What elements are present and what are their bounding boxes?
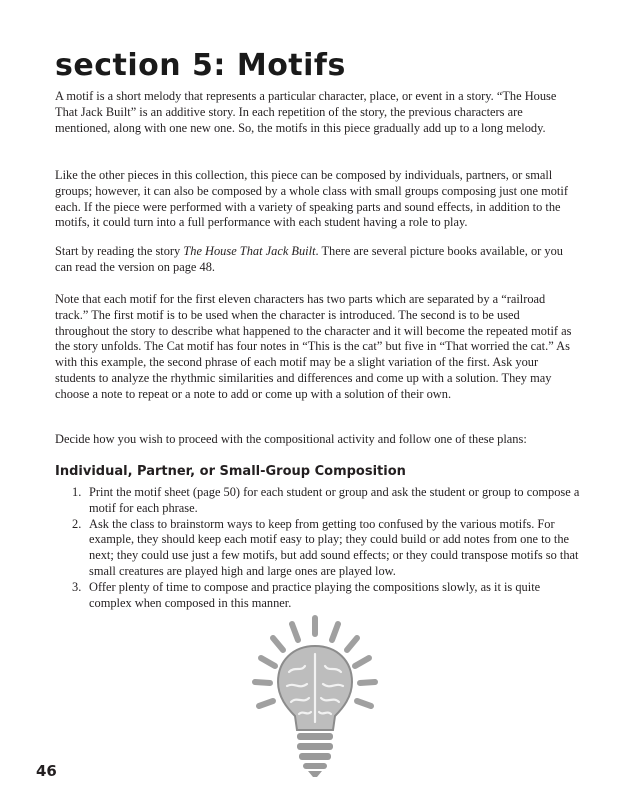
list-item [72,485,582,517]
page-number: 46 [36,762,57,780]
paragraph-motif-definition: A motif is a short melody that represents a particular character, place, or event in a story. “The House That Jack Built” is an additive story. In each repetition of the story, the previous characters are mentioned, along with one new one. So, the motifs in this piece gradually add up to a long melody. [55,89,557,135]
paragraph-composition-options: Like the other pieces in this collection, this piece can be composed by individuals, partners, or small groups; however, it can also be composed by a whole class with small groups composing just one motif each. If the piece were performed with a variety of speaking parts and sound effects, in addition to the motifs, it could turn into a full performance with each student having a role to play. [55,168,568,230]
lightbulb-brain-icon [245,612,385,782]
read-story-text-before: Start by reading the story [55,244,184,258]
paragraph-motif-parts: Note that each motif for the first eleven characters has two parts which are separated by a “railroad track.” The first motif is to be used when the character is introduced. The second is to be used throughout the story to describe what happened to the character and it will become the repeated motif as the story unfolds. The Cat motif has four notes in “This is the cat” but five in “That worried the cat.” As with this example, the second phrase of each motif may be a slight variation of the first. Ask your students to analyze the rhythmic similarities and differences and come up with a solution. They may choose a note to repeat or a note to add or come up with a solution of their own. [55,292,572,401]
book-title: The House That Jack Built [183,244,316,258]
paragraph-read-story [55,244,575,276]
step-text: Ask the class to brainstorm ways to keep from getting too confused by the various motifs. For example, they should keep each motif easy to play; they could build or add notes from one to the next; they could use just a few motifs, but add sound effects; or they could transpose motifs so that small creatures are played high and large ones are played low. [89,516,579,578]
step-number: 3. [72,579,82,594]
composition-steps-list [72,485,582,611]
read-story-text-after: . There are several picture books available, or you can read the version on page 48. [55,244,563,274]
page-title: section 5: Motifs [55,48,346,83]
step-number: 2. [72,516,82,531]
step-text: Offer plenty of time to compose and practice playing the compositions slowly, as it is quite complex when composed in this manner. [89,579,541,610]
list-item [72,580,582,612]
section-subheading: Individual, Partner, or Small-Group Composition [55,464,406,479]
list-item [72,517,582,580]
step-text: Print the motif sheet (page 50) for each student or group and ask the student or group to compose a motif for each phrase. [89,485,580,515]
step-number: 1. [72,485,82,499]
paragraph-plans-intro: Decide how you wish to proceed with the compositional activity and follow one of these plans: [55,432,527,446]
